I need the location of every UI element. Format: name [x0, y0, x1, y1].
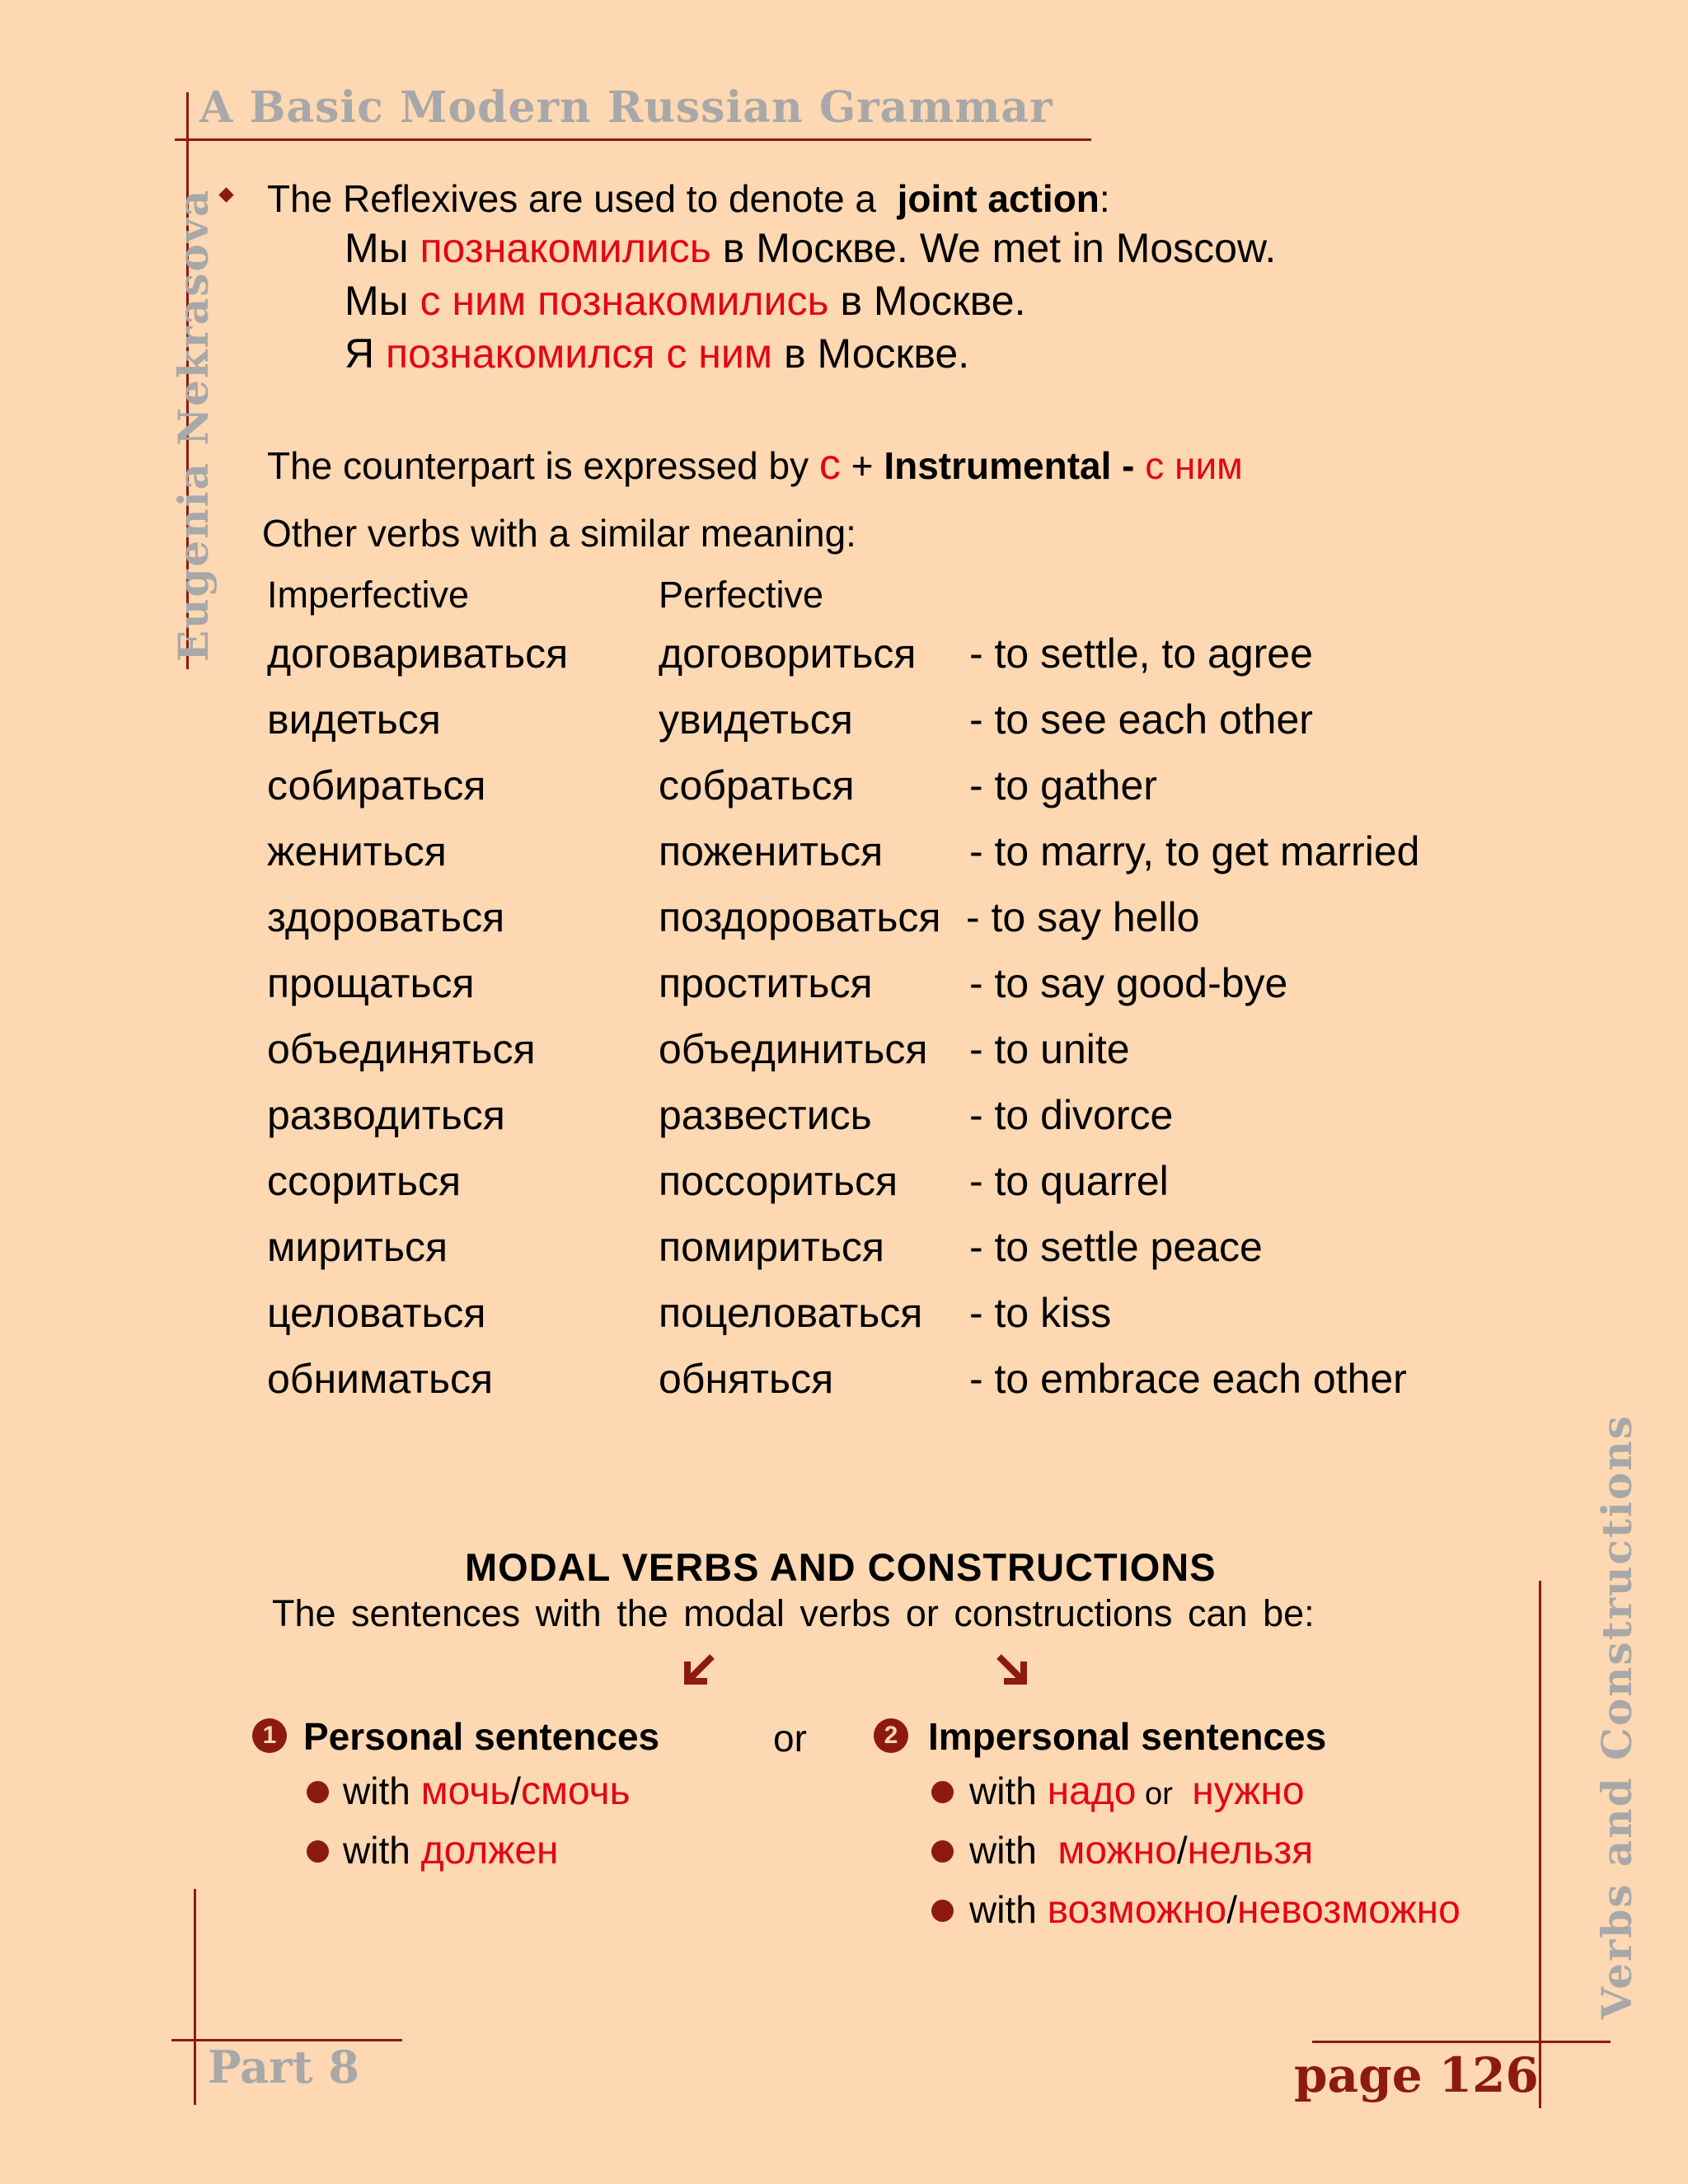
frame-top-line — [175, 138, 1091, 141]
frame-bottom-right-line — [1312, 2041, 1533, 2043]
bullet-diamond-icon — [218, 187, 233, 202]
personal-item-2: with должен — [343, 1829, 559, 1872]
section-title: Verbs and Constructions — [1592, 1414, 1641, 2019]
arrow-down-right-icon — [994, 1652, 1030, 1688]
personal-sentences-title: Personal sentences — [303, 1715, 660, 1758]
bullet-dot-icon — [931, 1840, 954, 1863]
bullet-dot-icon — [307, 1781, 329, 1803]
example-sentence-3: Я познакомился с ним в Москве. — [345, 330, 970, 377]
arrow-down-left-icon — [681, 1652, 717, 1688]
reflexives-intro: The Reflexives are used to denote a joint action: — [267, 177, 1110, 220]
modal-section-subtitle: The sentences with the modal verbs or constructions can be: — [272, 1592, 1315, 1634]
impersonal-sentences-title: Impersonal sentences — [928, 1715, 1327, 1758]
bullet-dot-icon — [307, 1840, 329, 1863]
number-one-badge: 1 — [252, 1718, 287, 1753]
example-sentence-1: Мы познакомились в Москве. We met in Moscow. — [345, 225, 1277, 271]
part-label: Part 8 — [208, 2041, 359, 2093]
frame-right-line — [1539, 1581, 1541, 2108]
other-verbs-label: Other verbs with a similar meaning: — [262, 512, 856, 555]
or-label: or — [773, 1717, 807, 1760]
joint-action-term: joint action — [897, 177, 1100, 220]
bullet-dot-icon — [931, 1781, 954, 1803]
personal-item-1: with мочь/смочь — [343, 1769, 631, 1813]
frame-right-tick — [1526, 2041, 1611, 2043]
impersonal-item-3: with возможно/невозможно — [969, 1888, 1461, 1932]
page-number: page 126 — [1294, 2047, 1539, 2103]
frame-bottom-left-vertical — [194, 1889, 196, 2105]
impersonal-item-2: with можно/нельзя — [969, 1829, 1314, 1872]
impersonal-item-1: with надо or нужно — [969, 1769, 1305, 1813]
example-sentence-2: Мы с ним познакомились в Москве. — [345, 278, 1026, 324]
counterpart-line: The counterpart is expressed by с + Instrumental - с ним — [267, 441, 1243, 489]
bullet-dot-icon — [931, 1900, 954, 1922]
header-perfective: Perfective — [659, 574, 824, 616]
header-imperfective: Imperfective — [267, 574, 470, 616]
author-name: Eugenia Nekrasova — [169, 188, 218, 662]
number-two-badge: 2 — [874, 1718, 908, 1753]
book-title: A Basic Modern Russian Grammar — [199, 82, 1053, 133]
modal-section-title: MODAL VERBS AND CONSTRUCTIONS — [465, 1545, 1217, 1589]
